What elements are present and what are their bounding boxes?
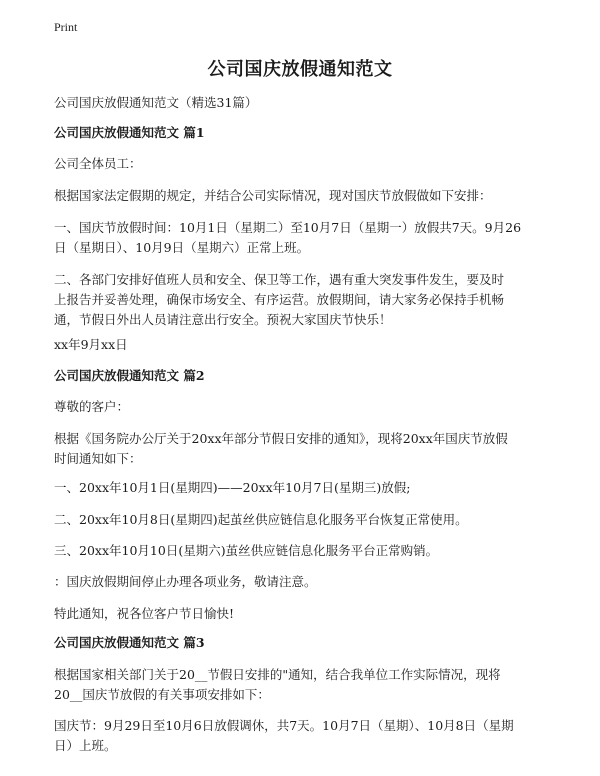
section-2-paragraph: 时间通知如下： — [54, 451, 142, 466]
section-1-greeting: 公司全体员工： — [54, 156, 142, 171]
section-3-paragraph: 根据国家相关部门关于20__节假日安排的"通知，结合我单位工作实际情况，现将 — [54, 667, 501, 682]
section-2-greeting: 尊敬的客户： — [54, 399, 130, 414]
section-1-paragraph: 通，节假日外出人员请注意出行安全。预祝大家国庆节快乐！ — [54, 312, 392, 327]
section-2-note: ：国庆放假期间停止办理各项业务，敬请注意。 — [54, 574, 317, 589]
section-2-paragraph: 根据《国务院办公厅关于20xx年部分节假日安排的通知》，现将20xx年国庆节放假 — [54, 431, 508, 446]
section-1-paragraph: 二、各部门安排好值班人员和安全、保卫等工作，遇有重大突发事件发生，要及时 — [54, 272, 505, 287]
print-link[interactable]: Print — [54, 20, 78, 34]
section-2-list-item: 二、20xx年10月8日(星期四)起茧丝供应链信息化服务平台恢复正常使用。 — [54, 512, 468, 527]
section-2-list-item: 三、20xx年10月10日(星期六)茧丝供应链信息化服务平台正常购销。 — [54, 543, 439, 558]
intro-text: 公司国庆放假通知范文（精选31篇） — [54, 95, 258, 110]
section-1-date: xx年9月xx日 — [54, 337, 128, 352]
section-3-paragraph: 日）上班。 — [54, 738, 117, 753]
section-1-paragraph: 日（星期日）、10月9日（星期六）正常上班。 — [54, 240, 310, 255]
page-title: 公司国庆放假通知范文 — [207, 59, 393, 80]
section-3-paragraph: 20__国庆节放假的有关事项安排如下： — [54, 687, 270, 702]
section-2-heading: 公司国庆放假通知范文 篇2 — [54, 368, 205, 383]
section-3-paragraph: 国庆节：9月29日至10月6日放假调休，共7天。10月7日（星期）、10月8日（星期 — [54, 718, 514, 733]
section-2-list-item: 一、20xx年10月1日(星期四)——20xx年10月7日(星期三)放假; — [54, 480, 411, 495]
section-2-closing: 特此通知，祝各位客户节日愉快! — [54, 606, 235, 621]
section-1-paragraph: 一、国庆节放假时间：10月1日（星期二）至10月7日（星期一）放假共7天。9月26 — [54, 220, 522, 235]
section-1-paragraph: 根据国家法定假期的规定，并结合公司实际情况，现对国庆节放假做如下安排： — [54, 188, 492, 203]
section-1-heading: 公司国庆放假通知范文 篇1 — [54, 125, 205, 140]
section-3-heading: 公司国庆放假通知范文 篇3 — [54, 635, 205, 650]
section-1-paragraph: 上报告并妥善处理，确保市场安全、有序运营。放假期间，请大家务必保持手机畅 — [54, 292, 505, 307]
